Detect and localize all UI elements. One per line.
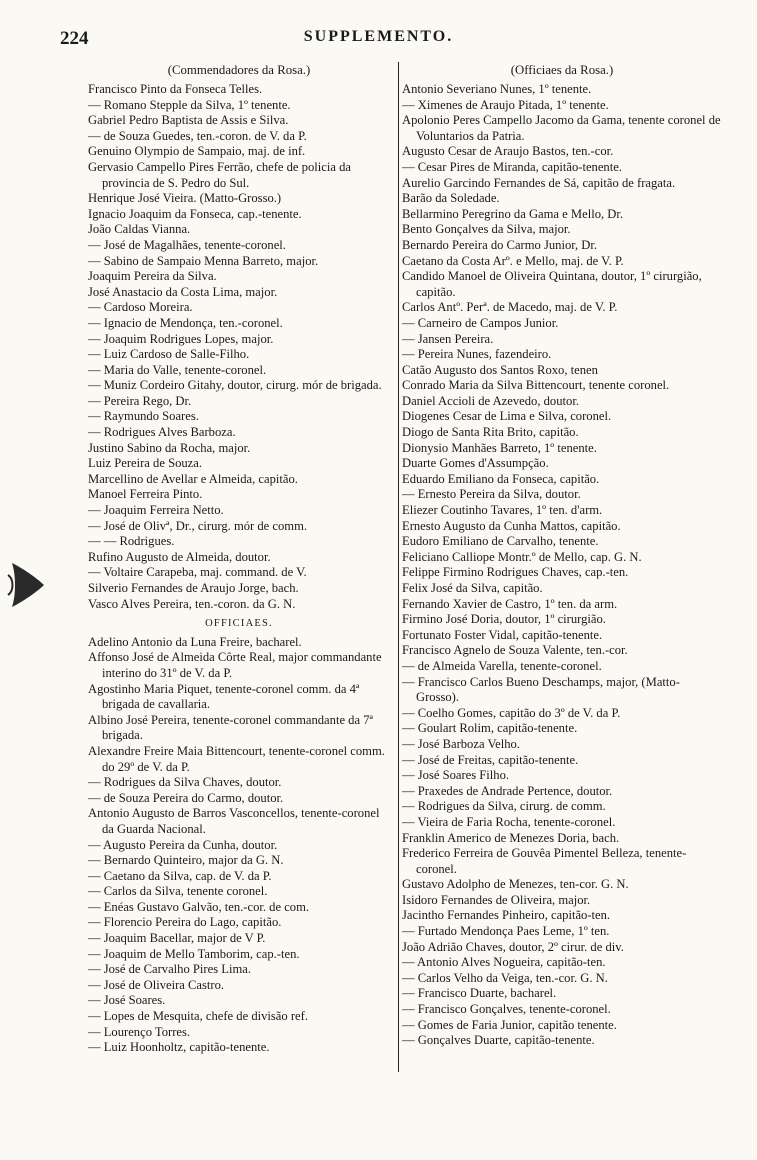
- list-item: Dionysio Manhães Barreto, 1º tenente.: [402, 440, 597, 455]
- list-item: — Francisco Duarte, bacharel.: [402, 986, 557, 1001]
- list-item: José Anastacio da Costa Lima, major.: [88, 284, 278, 299]
- list-item: Gustavo Adolpho de Menezes, ten-cor. G. N.: [402, 877, 629, 892]
- list-item: Candido Manoel de Oliveira Quintana, doutor, 1º cirurgião, capitão.: [402, 269, 702, 299]
- list-item: Augusto Cesar de Araujo Bastos, ten.-cor.: [402, 144, 614, 159]
- list-item: — Goulart Rolim, capitão-tenente.: [402, 721, 578, 736]
- list-item: Francisco Pinto da Fonseca Telles.: [88, 82, 263, 96]
- list-item: Marcellino de Avellar e Almeida, capitão.: [88, 471, 298, 486]
- list-item: — Enéas Gustavo Galvão, ten.-cor. de com.: [88, 899, 310, 914]
- list-item: — Antonio Alves Nogueira, capitão-ten.: [402, 955, 606, 970]
- officers-heading: OFFICIAES.: [205, 618, 273, 630]
- list-item: — Joaquim Rodrigues Lopes, major.: [88, 331, 274, 346]
- list-item: Fortunato Foster Vidal, capitão-tenente.: [402, 627, 603, 642]
- list-item: Justino Sabino da Rocha, major.: [88, 440, 251, 455]
- list-item: — Lopes de Mesquita, chefe de divisão ref.: [88, 1009, 308, 1024]
- list-item: Jacintho Fernandes Pinheiro, capitão-ten.: [402, 908, 611, 923]
- list-item: — José de Olivª, Dr., cirurg. mór de comm.: [88, 518, 308, 533]
- list-item: Henrique José Vieira. (Matto-Grosso.): [88, 191, 282, 206]
- list-item: Duarte Gomes d'Assumpção.: [402, 456, 549, 471]
- list-item: — Carlos Velho da Veiga, ten.-cor. G. N.: [402, 970, 608, 985]
- officers-list: [88, 635, 390, 1056]
- list-item: Affonso José de Almeida Côrte Real, major commandante interino do 31º de V. da P.: [88, 650, 382, 680]
- list-item: — José de Magalhães, tenente-coronel.: [88, 237, 286, 252]
- list-item: — Muniz Cordeiro Gitahy, doutor, cirurg. mór de brigada.: [88, 378, 382, 393]
- list-item: — Gonçalves Duarte, capitão-tenente.: [402, 1033, 595, 1048]
- list-item: — Luiz Cardoso de Salle-Filho.: [88, 347, 250, 362]
- list-item: Isidoro Fernandes de Oliveira, major.: [402, 892, 591, 907]
- list-item: Diogenes Cesar de Lima e Silva, coronel.: [402, 409, 612, 424]
- list-item: — Romano Stepple da Silva, 1º tenente.: [88, 97, 291, 112]
- list-item: Antonio Augusto de Barros Vasconcellos, tenente-coronel da Guarda Nacional.: [88, 806, 380, 836]
- list-item: Alexandre Freire Maia Bittencourt, tenente-coronel comm. do 29º de V. da P.: [88, 743, 385, 774]
- list-item: — Joaquim Bacellar, major de V P.: [88, 931, 266, 946]
- list-item: Feliciano Calliope Montr.º de Mello, cap. G. N.: [402, 549, 642, 564]
- list-item: — Cardoso Moreira.: [88, 300, 193, 315]
- list-item: — Carneiro de Campos Junior.: [402, 315, 559, 330]
- list-item: — de Almeida Varella, tenente-coronel.: [402, 658, 602, 673]
- list-item: Bellarmino Peregrino da Gama e Mello, Dr.: [402, 206, 624, 221]
- list-item: — Gomes de Faria Junior, capitão tenente.: [402, 1017, 617, 1032]
- list-item: Eliezer Coutinho Tavares, 1º ten. d'arm.: [402, 503, 603, 518]
- list-item: Eduardo Emiliano da Fonseca, capitão.: [402, 471, 600, 486]
- list-item: — Furtado Mendonça Paes Leme, 1º ten.: [402, 924, 610, 939]
- list-item: — Caetano da Silva, cap. de V. da P.: [88, 868, 272, 883]
- list-item: Catão Augusto dos Santos Roxo, tenen: [402, 362, 598, 377]
- list-item: Diogo de Santa Rita Brito, capitão.: [402, 425, 579, 440]
- list-item: Rufino Augusto de Almeida, doutor.: [88, 549, 271, 564]
- list-item: Felix José da Silva, capitão.: [402, 581, 543, 595]
- list-item: João Caldas Vianna.: [88, 222, 191, 237]
- list-item: Fernando Xavier de Castro, 1º ten. da arm.: [402, 596, 618, 611]
- list-item: — José Soares.: [88, 993, 166, 1008]
- list-item: — Francisco Gonçalves, tenente-coronel.: [402, 1002, 611, 1017]
- list-item: — Voltaire Carapeba, maj. command. de V.: [88, 565, 307, 580]
- left-column: [88, 62, 390, 1056]
- list-item: — Ignacio de Mendonça, ten.-coronel.: [88, 315, 283, 330]
- list-item: — Pereira Nunes, fazendeiro.: [402, 347, 552, 362]
- list-item: Francisco Agnelo de Souza Valente, ten.-cor.: [402, 643, 628, 658]
- list-item: Luiz Pereira de Souza.: [88, 456, 202, 471]
- list-item: — Vieira de Faria Rocha, tenente-coronel.: [402, 814, 616, 829]
- list-item: Albino José Pereira, tenente-coronel commandante da 7ª brigada.: [88, 712, 373, 743]
- list-item: — Carlos da Silva, tenente coronel.: [88, 884, 268, 899]
- list-item: Manoel Ferreira Pinto.: [88, 487, 203, 502]
- list-item: — Coelho Gomes, capitão do 3º de V. da P.: [402, 705, 621, 720]
- list-item: — Joaquim Ferreira Netto.: [88, 503, 224, 518]
- list-item: — José de Carvalho Pires Lima.: [88, 962, 251, 977]
- list-item: Bernardo Pereira do Carmo Junior, Dr.: [402, 237, 597, 252]
- list-item: — Florencio Pereira do Lago, capitão.: [88, 915, 282, 930]
- list-item: Genuino Olympio de Sampaio, maj. de inf.: [88, 144, 306, 159]
- list-item: Gervasio Campello Pires Ferrão, chefe de policia da provincia de S. Pedro do Sul.: [88, 159, 351, 190]
- list-item: — Rodrigues Alves Barboza.: [88, 425, 236, 440]
- list-item: — Sabino de Sampaio Menna Barreto, major.: [88, 253, 319, 268]
- list-item: Frederico Ferreira de Gouvêa Pimentel Belleza, tenente-coronel.: [402, 846, 687, 876]
- list-item: Daniel Accioli de Azevedo, doutor.: [402, 393, 579, 408]
- running-title: SUPPLEMENTO.: [303, 28, 454, 45]
- list-item: — Raymundo Soares.: [88, 409, 199, 424]
- list-item: João Adrião Chaves, doutor, 2º cirur. de div.: [402, 939, 624, 954]
- list-item: Franklin Americo de Menezes Doria, bach.: [402, 830, 620, 845]
- list-item: — de Souza Guedes, ten.-coron. de V. da P.: [88, 128, 307, 143]
- list-item: Silverio Fernandes de Araujo Jorge, bach.: [88, 581, 299, 595]
- list-item: Caetano da Costa Arº. e Mello, maj. de V. P.: [402, 253, 624, 268]
- right-subheading: (Officiaes da Rosa.): [510, 63, 614, 77]
- list-item: Aurelio Garcindo Fernandes de Sá, capitão de fragata.: [402, 175, 676, 190]
- list-item: Adelino Antonio da Luna Freire, bacharel.: [88, 634, 302, 649]
- list-item: Vasco Alves Pereira, ten.-coron. da G. N.: [88, 596, 296, 611]
- page-number: 224: [60, 28, 89, 49]
- list-item: — — Rodrigues.: [88, 534, 175, 549]
- list-item: — Rodrigues da Silva, cirurg. de comm.: [402, 799, 606, 814]
- list-item: — Lourenço Torres.: [88, 1024, 191, 1039]
- right-column: [398, 62, 722, 1072]
- list-item: — Jansen Pereira.: [402, 331, 494, 346]
- list-item: — José Soares Filho.: [402, 768, 510, 783]
- list-item: Barão da Soledade.: [402, 191, 500, 206]
- list-item: — Augusto Pereira da Cunha, doutor.: [88, 837, 278, 852]
- list-item: Eudoro Emiliano de Carvalho, tenente.: [402, 534, 599, 549]
- list-item: — Joaquim de Mello Tamborim, cap.-ten.: [88, 946, 300, 961]
- list-item: Carlos Antº. Perª. de Macedo, maj. de V. P.: [402, 300, 618, 315]
- list-item: Bento Gonçalves da Silva, major.: [402, 222, 571, 237]
- list-item: Gabriel Pedro Baptista de Assis e Silva.: [88, 113, 289, 128]
- list-item: — Rodrigues da Silva Chaves, doutor.: [88, 775, 282, 790]
- list-item: — Francisco Carlos Bueno Deschamps, major, (Matto-Grosso).: [402, 674, 680, 705]
- list-item: Agostinho Maria Piquet, tenente-coronel comm. da 4ª brigada de cavallaria.: [88, 681, 360, 712]
- list-item: — de Souza Pereira do Carmo, doutor.: [88, 790, 284, 805]
- margin-blot-mark: [4, 555, 48, 615]
- list-item: — José de Oliveira Castro.: [88, 977, 225, 992]
- list-item: Joaquim Pereira da Silva.: [88, 269, 217, 284]
- list-item: Ernesto Augusto da Cunha Mattos, capitão.: [402, 518, 621, 533]
- list-item: — Ximenes de Araujo Pitada, 1º tenente.: [402, 97, 609, 112]
- list-item: Antonio Severiano Nunes, 1º tenente.: [402, 82, 592, 96]
- list-item: Firmino José Doria, doutor, 1º cirurgião.: [402, 612, 606, 627]
- right-entries-list: [402, 82, 722, 1049]
- list-item: Felippe Firmino Rodrigues Chaves, cap.-ten.: [402, 565, 629, 580]
- list-item: — José Barboza Velho.: [402, 736, 520, 751]
- list-item: Ignacio Joaquim da Fonseca, cap.-tenente.: [88, 206, 302, 221]
- left-subheading: (Commendadores da Rosa.): [167, 63, 311, 77]
- list-item: Apolonio Peres Campello Jacomo da Gama, tenente coronel de Voluntarios da Patria.: [402, 113, 721, 143]
- list-item: — Ernesto Pereira da Silva, doutor.: [402, 487, 581, 502]
- list-item: Conrado Maria da Silva Bittencourt, tenente coronel.: [402, 378, 670, 393]
- list-item: — José de Freitas, capitão-tenente.: [402, 752, 579, 767]
- list-item: — Maria do Valle, tenente-coronel.: [88, 362, 267, 377]
- list-item: — Luiz Hoonholtz, capitão-tenente.: [88, 1040, 270, 1055]
- list-item: — Bernardo Quinteiro, major da G. N.: [88, 853, 284, 868]
- list-item: — Pereira Rego, Dr.: [88, 393, 192, 408]
- list-item: — Cesar Pires de Miranda, capitão-tenente.: [402, 159, 622, 174]
- list-item: — Praxedes de Andrade Pertence, doutor.: [402, 783, 613, 798]
- left-entries-list: [88, 82, 390, 612]
